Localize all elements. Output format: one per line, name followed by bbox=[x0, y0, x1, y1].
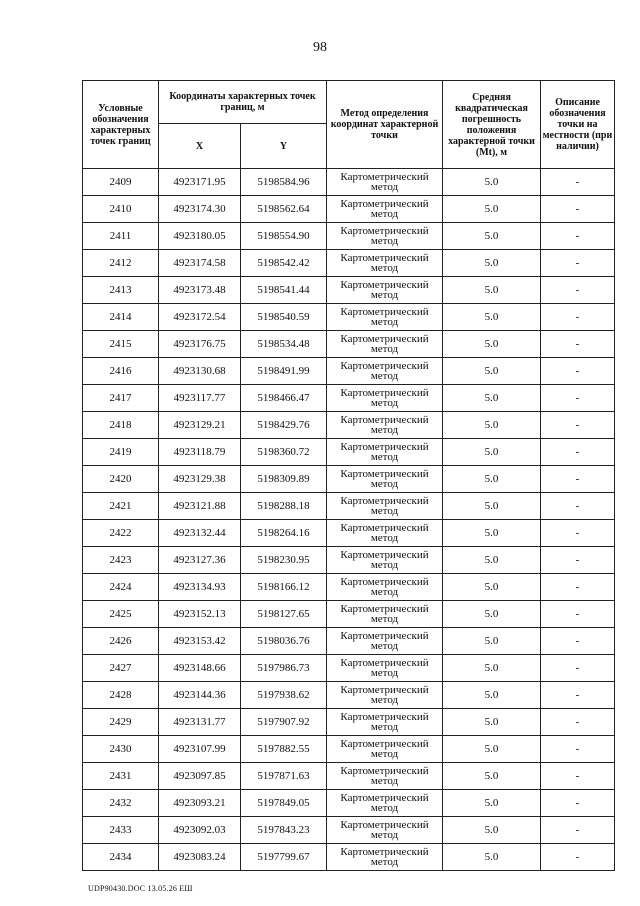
header-coords-group: Координаты характерных точек границ, м bbox=[159, 81, 327, 124]
description-cell: - bbox=[541, 331, 615, 358]
description-cell: - bbox=[541, 601, 615, 628]
error-cell: 5.0 bbox=[443, 466, 541, 493]
table-row bbox=[83, 547, 615, 574]
method-cell: Картометрический метод bbox=[327, 493, 443, 520]
x-coordinate-cell: 4923129.21 bbox=[159, 412, 241, 439]
y-coordinate-cell: 5198491.99 bbox=[241, 358, 327, 385]
x-coordinate-cell: 4923107.99 bbox=[159, 736, 241, 763]
x-coordinate-cell: 4923171.95 bbox=[159, 169, 241, 196]
y-coordinate-cell: 5198309.89 bbox=[241, 466, 327, 493]
description-cell: - bbox=[541, 655, 615, 682]
y-coordinate-cell: 5197843.23 bbox=[241, 817, 327, 844]
header-description: Описание обозначения точки на местности (при наличии) bbox=[541, 81, 615, 169]
table-row bbox=[83, 223, 615, 250]
method-cell: Картометрический метод bbox=[327, 736, 443, 763]
error-cell: 5.0 bbox=[443, 304, 541, 331]
method-cell: Картометрический метод bbox=[327, 466, 443, 493]
table-row bbox=[83, 520, 615, 547]
method-cell: Картометрический метод bbox=[327, 169, 443, 196]
error-cell: 5.0 bbox=[443, 682, 541, 709]
point-id-cell: 2422 bbox=[83, 520, 159, 547]
description-cell: - bbox=[541, 763, 615, 790]
description-cell: - bbox=[541, 412, 615, 439]
error-cell: 5.0 bbox=[443, 574, 541, 601]
point-id-cell: 2414 bbox=[83, 304, 159, 331]
x-coordinate-cell: 4923173.48 bbox=[159, 277, 241, 304]
method-cell: Картометрический метод bbox=[327, 196, 443, 223]
table-row bbox=[83, 277, 615, 304]
point-id-cell: 2420 bbox=[83, 466, 159, 493]
header-error: Средняя квадратическая погрешность положения характерной точки (Mt), м bbox=[443, 81, 541, 169]
document-footer: UDP90430.DOC 13.05.26 EШ bbox=[88, 884, 193, 893]
table-row bbox=[83, 385, 615, 412]
y-coordinate-cell: 5198534.48 bbox=[241, 331, 327, 358]
y-coordinate-cell: 5197882.55 bbox=[241, 736, 327, 763]
description-cell: - bbox=[541, 385, 615, 412]
y-coordinate-cell: 5198288.18 bbox=[241, 493, 327, 520]
x-coordinate-cell: 4923121.88 bbox=[159, 493, 241, 520]
error-cell: 5.0 bbox=[443, 331, 541, 358]
method-cell: Картометрический метод bbox=[327, 223, 443, 250]
description-cell: - bbox=[541, 790, 615, 817]
table-row bbox=[83, 709, 615, 736]
point-id-cell: 2410 bbox=[83, 196, 159, 223]
page-number: 98 bbox=[313, 40, 327, 55]
point-id-cell: 2418 bbox=[83, 412, 159, 439]
method-cell: Картометрический метод bbox=[327, 547, 443, 574]
point-id-cell: 2434 bbox=[83, 844, 159, 871]
x-coordinate-cell: 4923134.93 bbox=[159, 574, 241, 601]
description-cell: - bbox=[541, 817, 615, 844]
table-row bbox=[83, 574, 615, 601]
table-row bbox=[83, 493, 615, 520]
x-coordinate-cell: 4923131.77 bbox=[159, 709, 241, 736]
x-coordinate-cell: 4923148.66 bbox=[159, 655, 241, 682]
description-cell: - bbox=[541, 196, 615, 223]
description-cell: - bbox=[541, 250, 615, 277]
header-x: X bbox=[159, 124, 241, 169]
method-cell: Картометрический метод bbox=[327, 331, 443, 358]
description-cell: - bbox=[541, 628, 615, 655]
method-cell: Картометрический метод bbox=[327, 385, 443, 412]
description-cell: - bbox=[541, 709, 615, 736]
description-cell: - bbox=[541, 493, 615, 520]
error-cell: 5.0 bbox=[443, 547, 541, 574]
point-id-cell: 2411 bbox=[83, 223, 159, 250]
y-coordinate-cell: 5197986.73 bbox=[241, 655, 327, 682]
y-coordinate-cell: 5197938.62 bbox=[241, 682, 327, 709]
x-coordinate-cell: 4923129.38 bbox=[159, 466, 241, 493]
error-cell: 5.0 bbox=[443, 817, 541, 844]
header-y: Y bbox=[241, 124, 327, 169]
error-cell: 5.0 bbox=[443, 196, 541, 223]
x-coordinate-cell: 4923172.54 bbox=[159, 304, 241, 331]
table-row bbox=[83, 682, 615, 709]
point-id-cell: 2413 bbox=[83, 277, 159, 304]
method-cell: Картометрический метод bbox=[327, 358, 443, 385]
y-coordinate-cell: 5198554.90 bbox=[241, 223, 327, 250]
point-id-cell: 2423 bbox=[83, 547, 159, 574]
point-id-cell: 2421 bbox=[83, 493, 159, 520]
error-cell: 5.0 bbox=[443, 412, 541, 439]
error-cell: 5.0 bbox=[443, 493, 541, 520]
y-coordinate-cell: 5197799.67 bbox=[241, 844, 327, 871]
y-coordinate-cell: 5198466.47 bbox=[241, 385, 327, 412]
error-cell: 5.0 bbox=[443, 655, 541, 682]
x-coordinate-cell: 4923180.05 bbox=[159, 223, 241, 250]
description-cell: - bbox=[541, 304, 615, 331]
table-row bbox=[83, 466, 615, 493]
y-coordinate-cell: 5198540.59 bbox=[241, 304, 327, 331]
table-row bbox=[83, 331, 615, 358]
y-coordinate-cell: 5198541.44 bbox=[241, 277, 327, 304]
header-method: Метод определения координат характерной точки bbox=[327, 81, 443, 169]
method-cell: Картометрический метод bbox=[327, 682, 443, 709]
table-row bbox=[83, 412, 615, 439]
point-id-cell: 2412 bbox=[83, 250, 159, 277]
point-id-cell: 2431 bbox=[83, 763, 159, 790]
table-row bbox=[83, 358, 615, 385]
table-row bbox=[83, 169, 615, 196]
error-cell: 5.0 bbox=[443, 277, 541, 304]
description-cell: - bbox=[541, 169, 615, 196]
description-cell: - bbox=[541, 547, 615, 574]
error-cell: 5.0 bbox=[443, 763, 541, 790]
error-cell: 5.0 bbox=[443, 358, 541, 385]
x-coordinate-cell: 4923083.24 bbox=[159, 844, 241, 871]
point-id-cell: 2429 bbox=[83, 709, 159, 736]
method-cell: Картометрический метод bbox=[327, 817, 443, 844]
method-cell: Картометрический метод bbox=[327, 655, 443, 682]
table-row bbox=[83, 439, 615, 466]
table-row bbox=[83, 844, 615, 871]
description-cell: - bbox=[541, 358, 615, 385]
table-row bbox=[83, 736, 615, 763]
error-cell: 5.0 bbox=[443, 844, 541, 871]
error-cell: 5.0 bbox=[443, 223, 541, 250]
table-row bbox=[83, 763, 615, 790]
method-cell: Картометрический метод bbox=[327, 520, 443, 547]
y-coordinate-cell: 5198562.64 bbox=[241, 196, 327, 223]
point-id-cell: 2432 bbox=[83, 790, 159, 817]
x-coordinate-cell: 4923132.44 bbox=[159, 520, 241, 547]
x-coordinate-cell: 4923118.79 bbox=[159, 439, 241, 466]
y-coordinate-cell: 5198429.76 bbox=[241, 412, 327, 439]
method-cell: Картометрический метод bbox=[327, 790, 443, 817]
y-coordinate-cell: 5198230.95 bbox=[241, 547, 327, 574]
point-id-cell: 2419 bbox=[83, 439, 159, 466]
table-row bbox=[83, 601, 615, 628]
x-coordinate-cell: 4923130.68 bbox=[159, 358, 241, 385]
description-cell: - bbox=[541, 277, 615, 304]
error-cell: 5.0 bbox=[443, 790, 541, 817]
method-cell: Картометрический метод bbox=[327, 250, 443, 277]
description-cell: - bbox=[541, 574, 615, 601]
point-id-cell: 2430 bbox=[83, 736, 159, 763]
method-cell: Картометрический метод bbox=[327, 709, 443, 736]
table-body bbox=[83, 169, 615, 871]
description-cell: - bbox=[541, 466, 615, 493]
header-symbols: Условные обозначения характерных точек границ bbox=[83, 81, 159, 169]
method-cell: Картометрический метод bbox=[327, 763, 443, 790]
y-coordinate-cell: 5198036.76 bbox=[241, 628, 327, 655]
method-cell: Картометрический метод bbox=[327, 628, 443, 655]
error-cell: 5.0 bbox=[443, 250, 541, 277]
method-cell: Картометрический метод bbox=[327, 574, 443, 601]
table-row bbox=[83, 628, 615, 655]
method-cell: Картометрический метод bbox=[327, 844, 443, 871]
point-id-cell: 2409 bbox=[83, 169, 159, 196]
method-cell: Картометрический метод bbox=[327, 601, 443, 628]
table-row bbox=[83, 790, 615, 817]
description-cell: - bbox=[541, 682, 615, 709]
y-coordinate-cell: 5198542.42 bbox=[241, 250, 327, 277]
table-row bbox=[83, 817, 615, 844]
y-coordinate-cell: 5198264.16 bbox=[241, 520, 327, 547]
point-id-cell: 2415 bbox=[83, 331, 159, 358]
error-cell: 5.0 bbox=[443, 439, 541, 466]
error-cell: 5.0 bbox=[443, 385, 541, 412]
x-coordinate-cell: 4923117.77 bbox=[159, 385, 241, 412]
description-cell: - bbox=[541, 844, 615, 871]
description-cell: - bbox=[541, 520, 615, 547]
table-row bbox=[83, 655, 615, 682]
y-coordinate-cell: 5198166.12 bbox=[241, 574, 327, 601]
point-id-cell: 2433 bbox=[83, 817, 159, 844]
x-coordinate-cell: 4923176.75 bbox=[159, 331, 241, 358]
method-cell: Картометрический метод bbox=[327, 439, 443, 466]
point-id-cell: 2426 bbox=[83, 628, 159, 655]
x-coordinate-cell: 4923174.58 bbox=[159, 250, 241, 277]
error-cell: 5.0 bbox=[443, 709, 541, 736]
x-coordinate-cell: 4923093.21 bbox=[159, 790, 241, 817]
y-coordinate-cell: 5197871.63 bbox=[241, 763, 327, 790]
x-coordinate-cell: 4923127.36 bbox=[159, 547, 241, 574]
error-cell: 5.0 bbox=[443, 601, 541, 628]
y-coordinate-cell: 5197907.92 bbox=[241, 709, 327, 736]
point-id-cell: 2424 bbox=[83, 574, 159, 601]
error-cell: 5.0 bbox=[443, 520, 541, 547]
x-coordinate-cell: 4923092.03 bbox=[159, 817, 241, 844]
table-row bbox=[83, 304, 615, 331]
x-coordinate-cell: 4923174.30 bbox=[159, 196, 241, 223]
error-cell: 5.0 bbox=[443, 736, 541, 763]
y-coordinate-cell: 5198127.65 bbox=[241, 601, 327, 628]
table-row bbox=[83, 250, 615, 277]
error-cell: 5.0 bbox=[443, 628, 541, 655]
description-cell: - bbox=[541, 736, 615, 763]
method-cell: Картометрический метод bbox=[327, 304, 443, 331]
method-cell: Картометрический метод bbox=[327, 412, 443, 439]
point-id-cell: 2416 bbox=[83, 358, 159, 385]
y-coordinate-cell: 5197849.05 bbox=[241, 790, 327, 817]
error-cell: 5.0 bbox=[443, 169, 541, 196]
method-cell: Картометрический метод bbox=[327, 277, 443, 304]
description-cell: - bbox=[541, 439, 615, 466]
x-coordinate-cell: 4923152.13 bbox=[159, 601, 241, 628]
x-coordinate-cell: 4923153.42 bbox=[159, 628, 241, 655]
table-row bbox=[83, 196, 615, 223]
boundary-points-table bbox=[82, 80, 615, 871]
point-id-cell: 2428 bbox=[83, 682, 159, 709]
x-coordinate-cell: 4923144.36 bbox=[159, 682, 241, 709]
y-coordinate-cell: 5198360.72 bbox=[241, 439, 327, 466]
point-id-cell: 2427 bbox=[83, 655, 159, 682]
table-header-row bbox=[83, 81, 615, 124]
point-id-cell: 2425 bbox=[83, 601, 159, 628]
point-id-cell: 2417 bbox=[83, 385, 159, 412]
x-coordinate-cell: 4923097.85 bbox=[159, 763, 241, 790]
description-cell: - bbox=[541, 223, 615, 250]
y-coordinate-cell: 5198584.96 bbox=[241, 169, 327, 196]
